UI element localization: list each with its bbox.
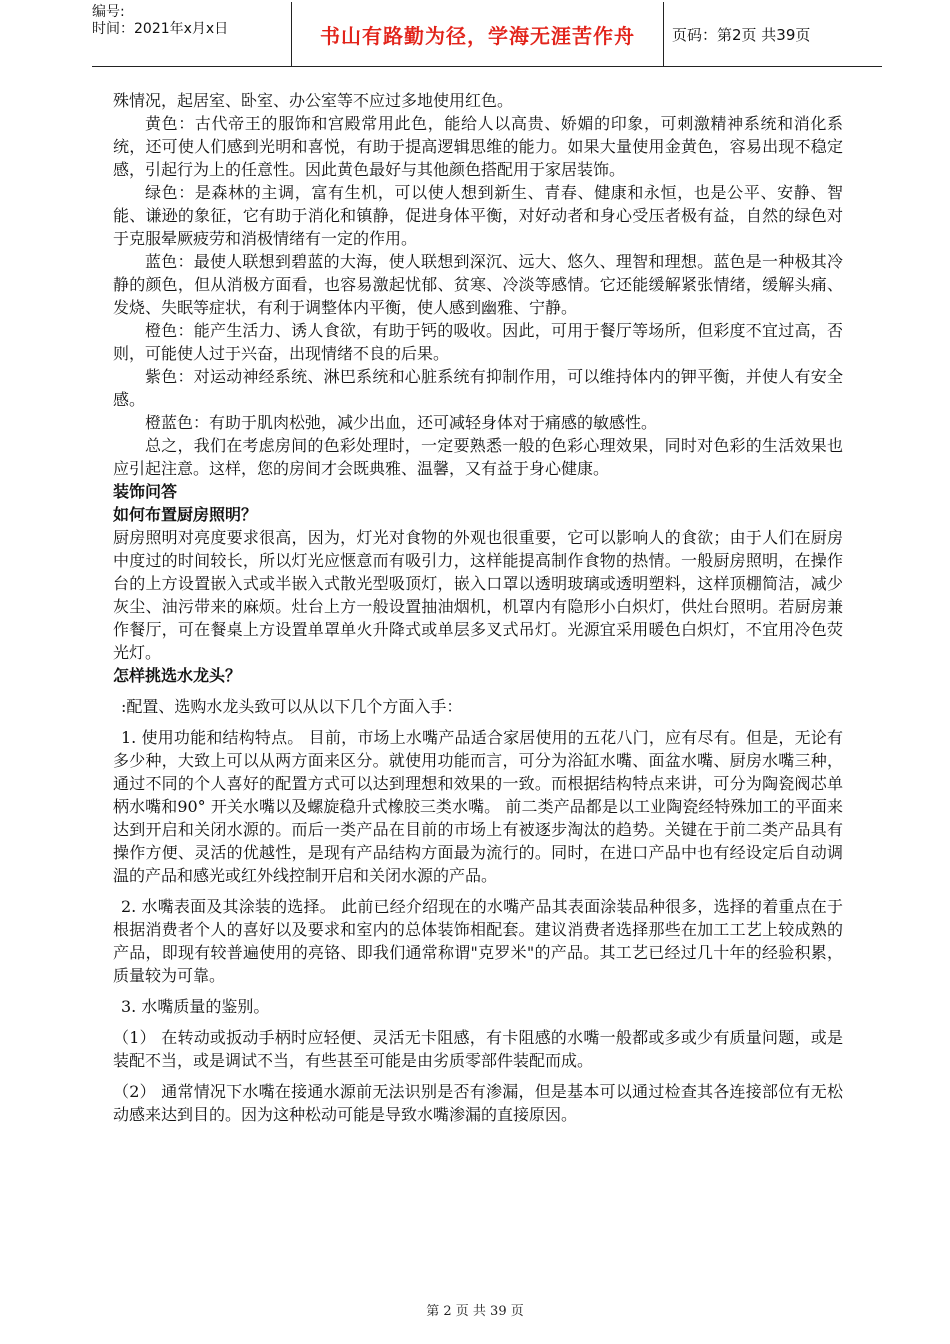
document-body <box>113 89 843 1126</box>
paragraph-orange-blue: 橙蓝色：有助于肌肉松弛，减少出血，还可减轻身体对于痛感的敏感性。 <box>145 413 658 432</box>
paragraph-quality-2: （2） 通常情况下水嘴在接通水源前无法识别是否有渗漏，但是基本可以通过检查其各连接部位有无松动感来达到目的。因为这种松动可能是导致水嘴渗漏的直接原因。 <box>113 1082 843 1124</box>
page-footer: 第 2 页 共 39 页 <box>426 1304 524 1319</box>
paragraph-kitchen-lighting: 厨房照明对亮度要求很高，因为，灯光对食物的外观也很重要，它可以影响人的食欲；由于人们在厨房中度过的时间较长，所以灯光应惬意而有吸引力，这样能提高制作食物的热情。一般厨房照明，在操作台的上方设置嵌入式或半嵌入式散光型吸顶灯，嵌入口罩以透明玻璃或透明塑料，这样顶棚简洁，减少灰尘、油污带来的麻烦。灶台上方一般设置抽油烟机，机罩内有隐形小白炽灯，供灶台照明。若厨房兼作餐厅，可在餐桌上方设置单罩单火升降式或单层多叉式吊灯。光源宜采用暖色白炽灯，不宜用冷色荧光灯。 <box>113 528 843 662</box>
paragraph-orange: 橙色：能产生活力、诱人食欲，有助于钙的吸收。因此，可用于餐厅等场所，但彩度不宜过高，否则，可能使人过于兴奋，出现情绪不良的后果。 <box>113 321 843 363</box>
paragraph: 殊情况，起居室、卧室、办公室等不应过多地使用红色。 <box>113 91 514 110</box>
paragraph-purple: 紫色：对运动神经系统、淋巴系统和心脏系统有抑制作用，可以维持体内的钾平衡，并使人有安全感。 <box>113 367 843 409</box>
page-header <box>92 2 882 67</box>
paragraph-faucet-intro: :配置、选购水龙头致可以从以下几个方面入手： <box>121 697 463 716</box>
question-heading-kitchen: 如何布置厨房照明？ <box>113 505 258 524</box>
paragraph-summary: 总之，我们在考虑房间的色彩处理时，一定要熟悉一般的色彩心理效果，同时对色彩的生活效果也应引起注意。这样，您的房间才会既典雅、温馨，又有益于身心健康。 <box>113 436 843 478</box>
paragraph-faucet-point-2: 2. 水嘴表面及其涂装的选择。 此前已经介绍现在的水嘴产品其表面涂装品种很多，选择的着重点在于根据消费者个人的喜好以及要求和室内的总体装饰相配套。建议消费者选择那些在加工工艺上较成熟的产品，即现有较普遍使用的亮铬、即我们通常称谓"克罗米"的产品。其工艺已经过几十年的经验积累，质量较为可靠。 <box>113 897 843 985</box>
paragraph-blue: 蓝色：最使人联想到碧蓝的大海，使人联想到深沉、远大、悠久、理智和理想。蓝色是一种极其冷静的颜色，但从消极方面看，也容易激起忧郁、贫寒、冷淡等感情。它还能缓解紧张情绪，缓解头痛、发烧、失眠等症状，有利于调整体内平衡，使人感到幽雅、宁静。 <box>113 252 843 317</box>
paragraph-yellow: 黄色：古代帝王的服饰和宫殿常用此色，能给人以高贵、娇媚的印象，可刺激精神系统和消化系统，还可使人们感到光明和喜悦，有助于提高逻辑思维的能力。如果大量使用金黄色，容易出现不稳定感，引起行为上的任意性。因此黄色最好与其他颜色搭配用于家居装饰。 <box>113 114 843 179</box>
header-motto: 书山有路勤为径，学海无涯苦作舟 <box>292 2 664 66</box>
paragraph-quality-1: （1） 在转动或扳动手柄时应轻便、灵活无卡阻感，有卡阻感的水嘴一般都或多或少有质量问题，或是装配不当，或是调试不当，有些甚至可能是由劣质零部件装配而成。 <box>113 1028 843 1070</box>
header-page-number: 页码：第2页 共39页 <box>672 25 811 44</box>
paragraph-faucet-point-1: 1. 使用功能和结构特点。 目前，市场上水嘴产品适合家居使用的五花八门，应有尽有。但是，无论有多少种，大致上可以从两方面来区分。就使用功能而言，可分为浴缸水嘴、面盆水嘴、厨房水嘴三种，通过不同的个人喜好的配置方式可以达到理想和效果的一致。而根据结构特点来讲，可分为陶瓷阀芯单柄水嘴和90° 开关水嘴以及螺旋稳升式橡胶三类水嘴。 前二类产品都是以工业陶瓷经特殊加工的平面来达到开启和关闭水源的。而后一类产品在目前的市场上有被逐步淘汰的趋势。关键在于前二类产品具有操作方便、灵活的优越性，是现有产品结构方面最为流行的。同时，在进口产品中也有经设定后自动调温的产品和感光或红外线控制开启和关闭水源的产品。 <box>113 728 843 885</box>
question-heading-faucet: 怎样挑选水龙头？ <box>113 666 242 685</box>
header-time: 时间：2021年x月x日 <box>92 21 229 37</box>
paragraph-faucet-point-3: 3. 水嘴质量的鉴别。 <box>121 997 270 1016</box>
header-meta <box>92 2 292 66</box>
paragraph-green: 绿色：是森林的主调，富有生机，可以使人想到新生、青春、健康和永恒，也是公平、安静、智能、谦逊的象征，它有助于消化和镇静，促进身体平衡，对好动者和身心受压者极有益，自然的绿色对于克服晕厥疲劳和消极情绪有一定的作用。 <box>113 183 843 248</box>
header-number: 编号: <box>92 4 125 20</box>
section-heading: 装饰问答 <box>113 482 178 501</box>
